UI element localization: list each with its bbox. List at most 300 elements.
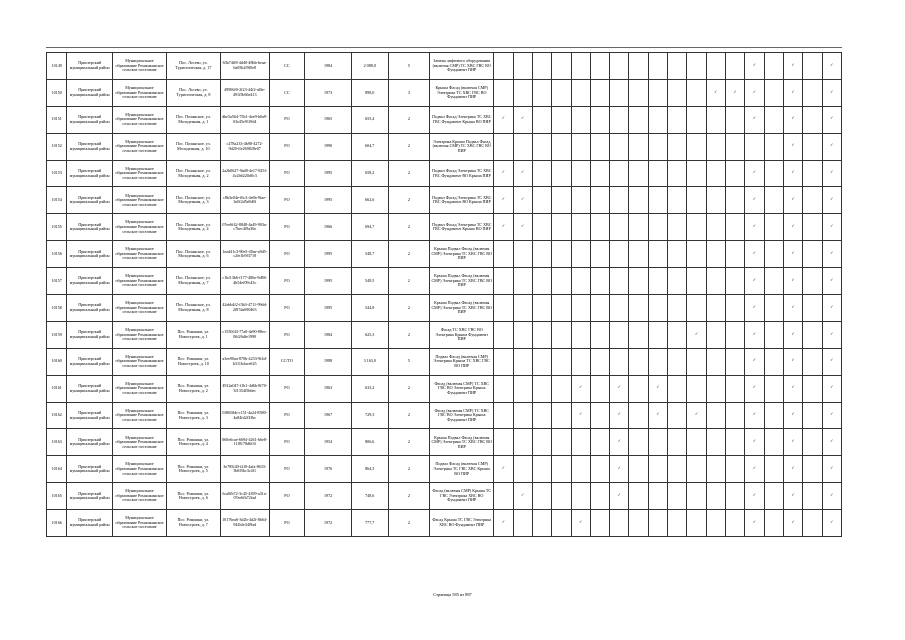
work-flag-cell: [706, 187, 725, 214]
wall-type-cell: СС: [269, 53, 305, 80]
work-flag-cell: [552, 106, 571, 133]
work-flag-cell: [590, 160, 609, 187]
wall-type-cell: РО: [269, 214, 305, 241]
area-cell: 625,3: [351, 321, 388, 348]
work-flag-cell: [726, 53, 745, 80]
address-cell: Пос. Лосево, ул. Туристическая, д. 17: [166, 53, 220, 80]
work-flag-cell: [726, 160, 745, 187]
floors-cell: 2: [388, 187, 430, 214]
work-flag-cell: [803, 268, 822, 295]
row-number: 10161: [47, 375, 67, 402]
checkmark-icon: ✓: [617, 438, 621, 444]
work-flag-cell: [532, 295, 551, 322]
fias-code-cell: 10176ea6-3d2b-4d2f-8b64-942bfe34f9ad: [220, 510, 269, 537]
table-row: [47, 348, 842, 375]
work-flag-cell: [552, 79, 571, 106]
work-flag-cell: [822, 268, 841, 295]
work-flag-cell: [668, 133, 687, 160]
works-cell: Подвал Фасад (включая СМР) Электрика Крыша ТС ХВС ГВС ВО ПИР: [430, 348, 494, 375]
district-cell: Приозерский муниципальный район: [67, 483, 113, 510]
work-flag-cell: [610, 79, 629, 106]
address-cell: Пос. Полянское, ул. Молодежная, д. 6: [166, 241, 220, 268]
checkmark-icon: ✓: [752, 518, 757, 524]
work-flag-cell: [552, 268, 571, 295]
checkmark-icon: ✓: [617, 491, 621, 497]
area-cell: 633,2: [351, 375, 388, 402]
fias-code-cell: 060e6cae-6694-4261-b6e8-11f8178d6f3f: [220, 429, 269, 456]
work-flag-cell: [552, 348, 571, 375]
work-flag-cell: [513, 106, 532, 133]
work-flag-cell: [552, 133, 571, 160]
work-flag-cell: [648, 295, 667, 322]
work-flag-cell: [764, 241, 783, 268]
work-flag-cell: [745, 295, 764, 322]
wall-type-cell: РО: [269, 483, 305, 510]
work-flag-cell: [783, 160, 802, 187]
works-cell: Подвал Фасад Электрика ТС ХВС ГВС Фундамент Крыша ВО ПИР: [430, 106, 494, 133]
wall-type-cell: РО: [269, 510, 305, 537]
work-flag-cell: [571, 456, 590, 483]
work-flag-cell: [668, 214, 687, 241]
row-number: 10155: [47, 214, 67, 241]
work-flag-cell: [803, 429, 822, 456]
floors-cell: 2: [388, 510, 430, 537]
work-flag-cell: [822, 241, 841, 268]
owner-cell: Муниципальное образование Ромашкинское сельское поселение: [113, 106, 167, 133]
works-cell: Крыша Подвал Фасад (включая СМР) Электрика ТС ХВС ГВС ВО ПИР: [430, 268, 494, 295]
work-flag-cell: [783, 79, 802, 106]
checkmark-icon: ✓: [752, 303, 757, 309]
works-cell: Фасад (включая СМР) ТС ХВС ГВС ВО Электрика Крыша Фундамент ПИР: [430, 375, 494, 402]
work-flag-cell: [745, 268, 764, 295]
work-flag-cell: [571, 268, 590, 295]
area-cell: 3 163,0: [351, 348, 388, 375]
work-flag-cell: [610, 295, 629, 322]
fias-code-cell: c8b3e04e-f6c3-4e6b-9fae-3e0f2d5e8d0f: [220, 187, 269, 214]
work-flag-cell: [610, 429, 629, 456]
work-flag-cell: [648, 321, 667, 348]
row-number: 10166: [47, 510, 67, 537]
work-flag-cell: [668, 241, 687, 268]
work-flag-cell: [783, 456, 802, 483]
work-flag-cell: [822, 53, 841, 80]
work-flag-cell: [532, 321, 551, 348]
work-flag-cell: [803, 483, 822, 510]
work-flag-cell: [764, 53, 783, 80]
work-flag-cell: [571, 241, 590, 268]
address-cell: Пос. Полянское, ул. Молодежная, д. 2: [166, 160, 220, 187]
checkmark-icon: ✓: [578, 384, 583, 390]
work-flag-cell: [532, 375, 551, 402]
work-flag-cell: [745, 348, 764, 375]
work-flag-cell: [803, 106, 822, 133]
work-flag-cell: [552, 483, 571, 510]
work-flag-cell: [532, 79, 551, 106]
area-cell: 2 088,0: [351, 53, 388, 80]
area-cell: 898,0: [351, 79, 388, 106]
checkmark-icon: ✓: [656, 411, 660, 417]
row-number: 10157: [47, 268, 67, 295]
owner-cell: Муниципальное образование Ромашкинское сельское поселение: [113, 160, 167, 187]
wall-type-cell: РО: [269, 160, 305, 187]
work-flag-cell: [687, 402, 706, 429]
work-flag-cell: [494, 106, 513, 133]
work-flag-cell: [687, 483, 706, 510]
floors-cell: 5: [388, 53, 430, 80]
checkmark-icon: ✓: [521, 491, 525, 497]
work-flag-cell: [610, 456, 629, 483]
wall-type-cell: РО: [269, 456, 305, 483]
row-number: 10153: [47, 160, 67, 187]
work-flag-cell: [764, 483, 783, 510]
work-flag-cell: [552, 321, 571, 348]
work-flag-cell: [610, 402, 629, 429]
work-flag-cell: [706, 133, 725, 160]
area-cell: 548,7: [351, 241, 388, 268]
year-cell: 1984: [305, 321, 352, 348]
checkmark-icon: ✓: [521, 196, 525, 202]
checkmark-icon: ✓: [830, 222, 834, 228]
work-flag-cell: [648, 133, 667, 160]
works-cell: Крыша Подвал Фасад (включая СМР) Электрика ТС ХВС ГВС ВО ПИР: [430, 241, 494, 268]
work-flag-cell: [726, 402, 745, 429]
checkmark-icon: ✓: [752, 115, 757, 121]
table-row: [47, 133, 842, 160]
work-flag-cell: [571, 375, 590, 402]
fias-code-cell: c1bf13b6-f177-486e-9d86-4b54ef09c43c: [220, 268, 269, 295]
work-flag-cell: [629, 348, 648, 375]
work-flag-cell: [494, 295, 513, 322]
work-flag-cell: [532, 402, 551, 429]
work-flag-cell: [783, 295, 802, 322]
checkmark-icon: ✓: [830, 438, 834, 444]
works-cell: Подвал Фасад (включая СМР) Электрика ТС ГВС ХВС Крыша ВО ПИР: [430, 456, 494, 483]
address-cell: Пос. Полянское, ул. Молодежная, д. 4: [166, 214, 220, 241]
work-flag-cell: [513, 79, 532, 106]
work-flag-cell: [648, 429, 667, 456]
work-flag-cell: [513, 187, 532, 214]
floors-cell: 5: [388, 348, 430, 375]
table-row: [47, 106, 842, 133]
work-flag-cell: [822, 321, 841, 348]
district-cell: Приозерский муниципальный район: [67, 241, 113, 268]
works-cell: Крыша Подвал Фасад (включая СМР) Электрика ТС ХВС ГВС ВО ПИР: [430, 429, 494, 456]
work-flag-cell: [590, 187, 609, 214]
floors-cell: 2: [388, 133, 430, 160]
work-flag-cell: [726, 268, 745, 295]
table-row: [47, 214, 842, 241]
checkmark-icon: ✓: [521, 222, 525, 228]
work-flag-cell: [726, 295, 745, 322]
checkmark-icon: ✓: [830, 491, 834, 497]
work-flag-cell: [629, 106, 648, 133]
row-number: 10152: [47, 133, 67, 160]
address-cell: Пос. Ромашки, ул. Новостроек, д. 2: [166, 375, 220, 402]
work-flag-cell: [590, 348, 609, 375]
work-flag-cell: [687, 375, 706, 402]
table-row: [47, 53, 842, 80]
work-flag-cell: [783, 241, 802, 268]
work-flag-cell: [494, 268, 513, 295]
floors-cell: 2: [388, 321, 430, 348]
work-flag-cell: [706, 348, 725, 375]
work-flag-cell: [513, 483, 532, 510]
work-flag-cell: [571, 160, 590, 187]
checkmark-icon: ✓: [714, 88, 718, 94]
fias-code-cell: 07ee6f42-8848-4a49-903a-c7bec4f9a36e: [220, 214, 269, 241]
wall-type-cell: РО: [269, 187, 305, 214]
checkmark-icon: ✓: [694, 411, 699, 417]
checkmark-icon: ✓: [752, 88, 757, 94]
checkmark-icon: ✓: [752, 438, 757, 444]
work-flag-cell: [513, 375, 532, 402]
work-flag-cell: [764, 295, 783, 322]
work-flag-cell: [532, 456, 551, 483]
work-flag-cell: [803, 402, 822, 429]
table-row: [47, 402, 842, 429]
work-flag-cell: [629, 214, 648, 241]
work-flag-cell: [668, 348, 687, 375]
work-flag-cell: [513, 214, 532, 241]
year-cell: 1976: [305, 456, 352, 483]
checkmark-icon: ✓: [791, 465, 795, 470]
fias-code-cell: 1ead41c3-90e5-40ae-a9d5-c2fe1b9f3718: [220, 241, 269, 268]
table-row: [47, 429, 842, 456]
checkmark-icon: ✓: [501, 465, 506, 470]
owner-cell: Муниципальное образование Ромашкинское сельское поселение: [113, 348, 167, 375]
work-flag-cell: [822, 429, 841, 456]
work-flag-cell: [687, 295, 706, 322]
address-cell: Пос. Ромашки, ул. Новостроек, д. 4: [166, 429, 220, 456]
floors-cell: 2: [388, 429, 430, 456]
floors-cell: 2: [388, 268, 430, 295]
work-flag-cell: [629, 456, 648, 483]
work-flag-cell: [764, 429, 783, 456]
year-cell: 1995: [305, 187, 352, 214]
work-flag-cell: [822, 510, 841, 537]
area-cell: 694,7: [351, 214, 388, 241]
work-flag-cell: [764, 321, 783, 348]
checkmark-icon: ✓: [791, 276, 795, 282]
work-flag-cell: [783, 348, 802, 375]
work-flag-cell: [532, 106, 551, 133]
row-number: 10154: [47, 187, 67, 214]
table-row: [47, 375, 842, 402]
work-flag-cell: [590, 268, 609, 295]
wall-type-cell: РО: [269, 268, 305, 295]
work-flag-cell: [726, 133, 745, 160]
checkmark-icon: ✓: [830, 303, 834, 309]
floors-cell: 2: [388, 375, 430, 402]
work-flag-cell: [822, 483, 841, 510]
address-cell: Пос. Ромашки, ул. Новостроек, д. 10: [166, 348, 220, 375]
district-cell: Приозерский муниципальный район: [67, 375, 113, 402]
work-flag-cell: [610, 160, 629, 187]
work-flag-cell: [783, 187, 802, 214]
checkmark-icon: ✓: [752, 61, 757, 67]
checkmark-icon: ✓: [578, 518, 583, 524]
table-row: [47, 510, 842, 537]
checkmark-icon: ✓: [694, 330, 699, 336]
work-flag-cell: [571, 402, 590, 429]
work-flag-cell: [571, 429, 590, 456]
work-flag-cell: [629, 241, 648, 268]
work-flag-cell: [532, 348, 551, 375]
checkmark-icon: ✓: [752, 249, 757, 255]
work-flag-cell: [532, 214, 551, 241]
work-flag-cell: [726, 375, 745, 402]
address-cell: Пос. Ромашки, ул. Новостроек, д. 1: [166, 321, 220, 348]
wall-type-cell: РО: [269, 375, 305, 402]
row-number: 10151: [47, 106, 67, 133]
district-cell: Приозерский муниципальный район: [67, 214, 113, 241]
works-cell: Замена лифтового оборудования (включая СМР) ТС ХВС ГВС ВО Фундамент ПИР: [430, 53, 494, 80]
area-cell: 662,6: [351, 187, 388, 214]
work-flag-cell: [629, 295, 648, 322]
owner-cell: Муниципальное образование Ромашкинское сельское поселение: [113, 53, 167, 80]
work-flag-cell: [687, 187, 706, 214]
checkmark-icon: ✓: [617, 411, 621, 417]
wall-type-cell: СС/ТО: [269, 348, 305, 375]
work-flag-cell: [745, 160, 764, 187]
year-cell: 1973: [305, 79, 352, 106]
wall-type-cell: РО: [269, 106, 305, 133]
year-cell: 1966: [305, 214, 352, 241]
owner-cell: Муниципальное образование Ромашкинское сельское поселение: [113, 375, 167, 402]
work-flag-cell: [745, 106, 764, 133]
checkmark-icon: ✓: [791, 169, 795, 175]
work-flag-cell: [803, 510, 822, 537]
work-flag-cell: [822, 295, 841, 322]
work-flag-cell: [629, 321, 648, 348]
checkmark-icon: ✓: [752, 465, 757, 470]
work-flag-cell: [706, 375, 725, 402]
work-flag-cell: [629, 402, 648, 429]
owner-cell: Муниципальное образование Ромашкинское сельское поселение: [113, 429, 167, 456]
work-flag-cell: [706, 79, 725, 106]
work-flag-cell: [648, 160, 667, 187]
row-number: 10150: [47, 79, 67, 106]
checkmark-icon: ✓: [752, 169, 757, 175]
district-cell: Приозерский муниципальный район: [67, 402, 113, 429]
fias-code-cell: 42ebb4f2-f3b3-4711-99dd-2f87da690463: [220, 295, 269, 322]
address-cell: Пос. Ромашки, ул. Новостроек, д. 5: [166, 456, 220, 483]
work-flag-cell: [571, 214, 590, 241]
work-flag-cell: [513, 133, 532, 160]
work-flag-cell: [687, 321, 706, 348]
owner-cell: Муниципальное образование Ромашкинское сельское поселение: [113, 321, 167, 348]
work-flag-cell: [706, 241, 725, 268]
checkmark-icon: ✓: [791, 88, 795, 94]
work-flag-cell: [571, 106, 590, 133]
work-flag-cell: [687, 106, 706, 133]
row-number: 10159: [47, 321, 67, 348]
district-cell: Приозерский муниципальный район: [67, 187, 113, 214]
fias-code-cell: 6ca0fb72-3c45-4399-a31a-07ee6fb72fad: [220, 483, 269, 510]
checkmark-icon: ✓: [791, 357, 795, 363]
work-flag-cell: [552, 53, 571, 80]
work-flag-cell: [532, 429, 551, 456]
repair-program-table: [46, 52, 842, 537]
table-row: [47, 187, 842, 214]
checkmark-icon: ✓: [830, 61, 834, 67]
area-cell: 655,4: [351, 106, 388, 133]
work-flag-cell: [494, 321, 513, 348]
fias-code-cell: 49906f0-2f23-44f2-a8fe-491f5b66e413: [220, 79, 269, 106]
work-flag-cell: [590, 321, 609, 348]
works-cell: Фасад (включая СМР) ТС ХВС ГВС ВО Электрика Крыша Фундамент ПИР: [430, 402, 494, 429]
checkmark-icon: ✓: [791, 61, 795, 67]
work-flag-cell: [803, 160, 822, 187]
work-flag-cell: [803, 241, 822, 268]
area-cell: 864,3: [351, 456, 388, 483]
checkmark-icon: ✓: [752, 276, 757, 282]
work-flag-cell: [687, 79, 706, 106]
work-flag-cell: [803, 321, 822, 348]
work-flag-cell: [571, 321, 590, 348]
works-cell: Подвал Фасад Электрика ТС ХВС ГВС Фундамент Крыша ВО ПИР: [430, 214, 494, 241]
work-flag-cell: [590, 375, 609, 402]
checkmark-icon: ✓: [617, 465, 621, 470]
district-cell: Приозерский муниципальный район: [67, 321, 113, 348]
row-number: 10160: [47, 348, 67, 375]
work-flag-cell: [706, 214, 725, 241]
work-flag-cell: [668, 456, 687, 483]
work-flag-cell: [764, 133, 783, 160]
owner-cell: Муниципальное образование Ромашкинское сельское поселение: [113, 133, 167, 160]
checkmark-icon: ✓: [830, 411, 834, 417]
work-flag-cell: [783, 106, 802, 133]
checkmark-icon: ✓: [791, 115, 795, 121]
work-flag-cell: [571, 510, 590, 537]
work-flag-cell: [668, 295, 687, 322]
table-row: [47, 456, 842, 483]
work-flag-cell: [648, 241, 667, 268]
checkmark-icon: ✓: [752, 491, 757, 497]
work-flag-cell: [513, 241, 532, 268]
work-flag-cell: [571, 295, 590, 322]
work-flag-cell: [494, 375, 513, 402]
floors-cell: 2: [388, 402, 430, 429]
checkmark-icon: ✓: [791, 303, 795, 309]
work-flag-cell: [803, 79, 822, 106]
owner-cell: Муниципальное образование Ромашкинское сельское поселение: [113, 456, 167, 483]
work-flag-cell: [687, 53, 706, 80]
address-cell: Пос. Ромашки, ул. Новостроек, д. 3: [166, 402, 220, 429]
work-flag-cell: [648, 483, 667, 510]
district-cell: Приозерский муниципальный район: [67, 160, 113, 187]
work-flag-cell: [494, 133, 513, 160]
work-flag-cell: [629, 79, 648, 106]
floors-cell: 2: [388, 456, 430, 483]
work-flag-cell: [803, 348, 822, 375]
works-cell: Подвал Фасад Электрика ТС ХВС ГВС Фундамент ВО Крыша ПИР: [430, 160, 494, 187]
area-cell: 748,6: [351, 483, 388, 510]
checkmark-icon: ✓: [791, 438, 795, 444]
fias-code-cell: a3ee90aa-870b-4233-9f4d-b311b4ace625: [220, 348, 269, 375]
work-flag-cell: [822, 187, 841, 214]
address-cell: Пос. Полянское, ул. Молодежная, д. 10: [166, 133, 220, 160]
checkmark-icon: ✓: [791, 142, 795, 148]
work-flag-cell: [668, 79, 687, 106]
work-flag-cell: [571, 79, 590, 106]
work-flag-cell: [706, 456, 725, 483]
work-flag-cell: [629, 510, 648, 537]
work-flag-cell: [764, 106, 783, 133]
wall-type-cell: РО: [269, 321, 305, 348]
work-flag-cell: [706, 321, 725, 348]
work-flag-cell: [668, 402, 687, 429]
